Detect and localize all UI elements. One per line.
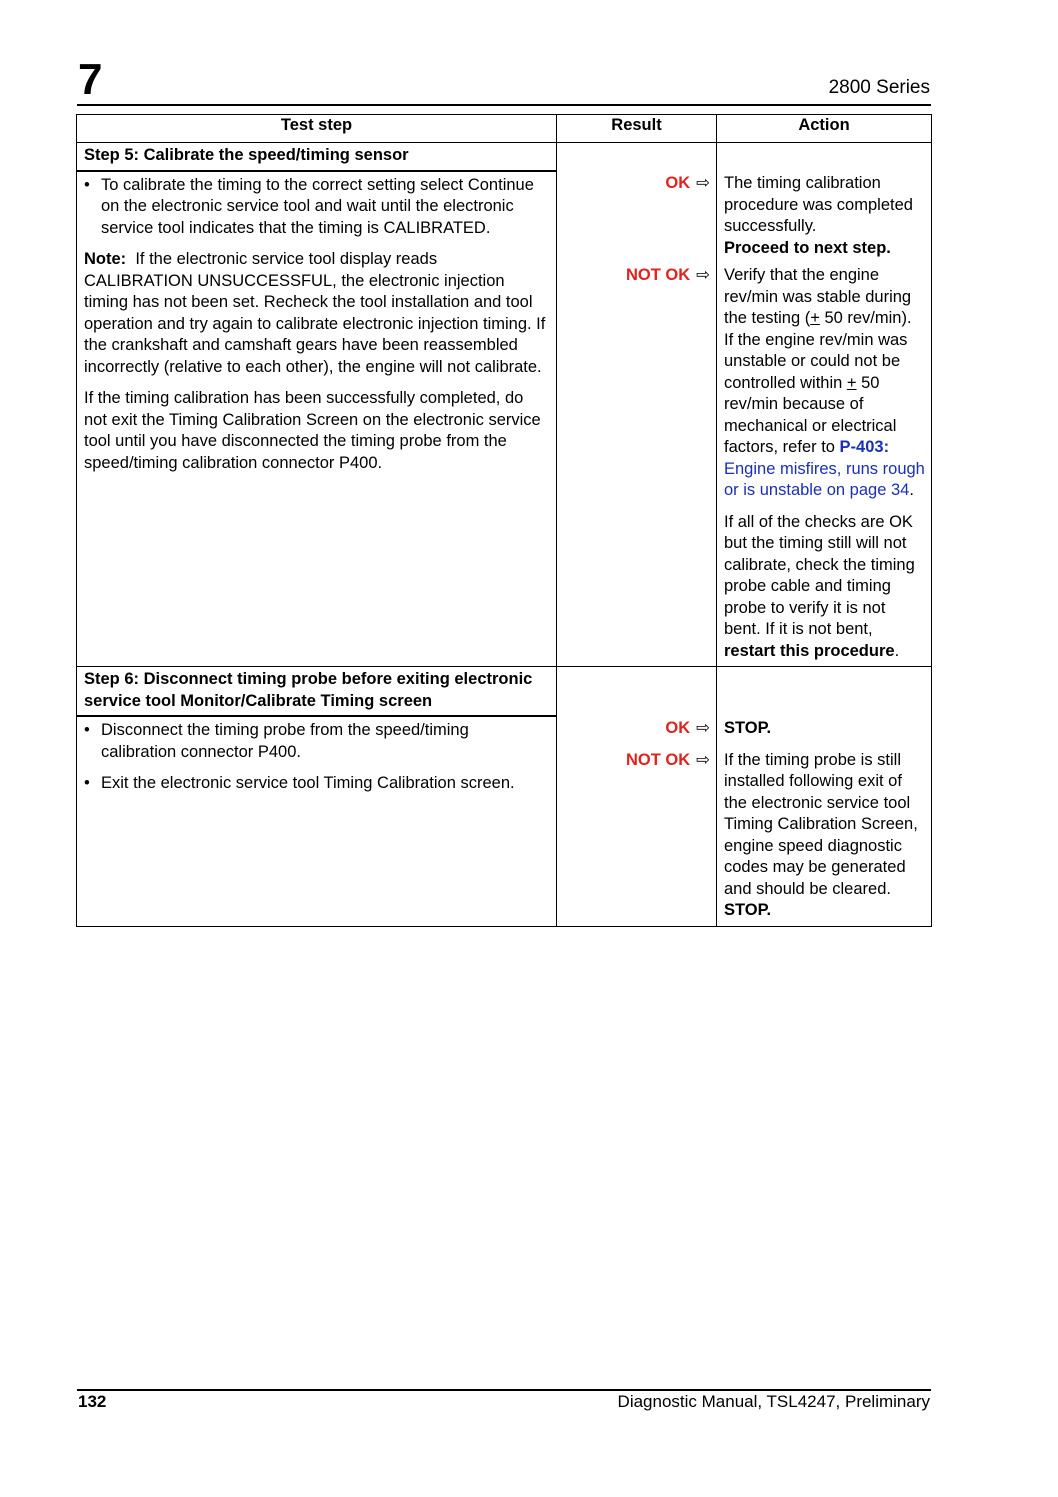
manual-title: Diagnostic Manual, TSL4247, Preliminary <box>617 1392 930 1411</box>
step-6-ok-action: STOP. <box>724 719 772 737</box>
step-6-cell <box>77 667 557 927</box>
table-row-step-5 <box>77 143 932 667</box>
p403-link-text[interactable]: Engine misfires, runs rough or is unstable on page 34 <box>724 459 925 499</box>
step-5-not-ok-action-2 <box>724 512 925 663</box>
not-ok-label: NOT OK <box>626 265 691 284</box>
ok-action-bold: Proceed to next step. <box>724 238 891 257</box>
column-header-action: Action <box>717 115 932 143</box>
step-5-bullet: • To calibrate the timing to the correct setting select Continue on the electronic service tool and wait until the electronic service tool indicates that the timing is CALIBRATED. <box>84 175 547 240</box>
ok-action-text: The timing calibration procedure was completed successfully. <box>724 174 913 235</box>
step-5-not-ok-action <box>724 265 925 502</box>
step-5-result-cell <box>557 143 717 667</box>
nok-text-c: 50 rev/min because of mechanical or electrical factors, refer to <box>724 373 897 456</box>
note-text: If the electronic service tool display reads CALIBRATION UNSUCCESSFUL, the electronic injection timing has not been set. Recheck the tool installation and tool operation and try again to calibrate electronic injection timing. If the crankshaft and camshaft gears have been reassembled incorrectly (relative to each other), the engine will not calibrate. <box>84 250 546 376</box>
p403-link-code[interactable]: P-403: <box>839 438 890 456</box>
ok-label: OK <box>665 719 691 737</box>
step-5-note <box>84 249 547 378</box>
step-5-paragraph: If the timing calibration has been successfully completed, do not exit the Timing Calibration Screen on the electronic service tool until you have disconnected the timing probe from the speed/timing calibration connector P400. <box>84 389 541 472</box>
plus-minus-symbol: + <box>846 373 857 392</box>
nok-text-a: Verify that the engine rev/min was stable during the testing ( <box>724 266 912 327</box>
step-6-body <box>77 717 556 813</box>
step-6-result-cell <box>557 667 717 927</box>
right-arrow-icon: ⇨ <box>696 174 710 192</box>
step-5-cell <box>77 143 557 667</box>
step-6-title: Step 6: Disconnect timing probe before exiting electronic service tool Monitor/Calibrate Timing screen <box>77 667 556 717</box>
step-6-stop-text: STOP. <box>724 901 772 919</box>
step-5-title: Step 5: Calibrate the speed/timing sensor <box>77 143 556 172</box>
right-arrow-icon: ⇨ <box>696 719 710 737</box>
ok-label: OK <box>665 174 691 192</box>
nok-text-2-end: . <box>894 641 900 660</box>
step-6-actions <box>717 667 931 922</box>
not-ok-label: NOT OK <box>626 750 691 769</box>
step-6-ok-result <box>557 718 716 740</box>
step-6-not-ok-result <box>557 750 716 772</box>
step-5-ok-result <box>557 173 716 195</box>
right-arrow-icon: ⇨ <box>696 750 710 769</box>
right-arrow-icon: ⇨ <box>696 265 710 284</box>
column-header-test-step: Test step <box>77 115 557 143</box>
page-number: 132 <box>78 1392 107 1411</box>
test-step-table <box>76 114 932 927</box>
header-rule <box>77 104 931 106</box>
table-header-row <box>77 115 932 143</box>
restart-procedure-text: restart this procedure <box>724 641 895 660</box>
step-5-actions <box>717 143 931 662</box>
step-6-action-cell <box>717 667 932 927</box>
step-5-ok-action <box>724 173 925 259</box>
step-6-bullet-1: • Disconnect the timing probe from the speed/timing calibration connector P400. <box>84 720 547 763</box>
note-label: Note: <box>84 250 127 268</box>
nok-text-d: . <box>909 481 914 499</box>
nok-text-b: 50 rev/min). If the engine rev/min was unstable or could not be controlled within <box>724 309 912 392</box>
table-row-step-6 <box>77 667 932 927</box>
plus-minus-symbol: + <box>810 309 820 327</box>
nok-text-2: If all of the checks are OK but the timing still will not calibrate, check the timing probe cable and timing probe to verify it is not bent. If it is not bent, <box>724 512 915 638</box>
step-6-nok-text: If the timing probe is still installed following exit of the electronic service tool Timing Calibration Screen, engine speed diagnostic codes may be generated and should be cleared. <box>724 750 918 898</box>
step-5-action-cell <box>717 143 932 667</box>
step-5-body <box>77 172 556 493</box>
series-title: 2800 Series <box>828 77 930 98</box>
step-6-not-ok-action <box>724 750 925 922</box>
step-5-not-ok-result <box>557 265 716 287</box>
chapter-number: 7 <box>78 55 103 104</box>
step-6-bullet-2: • Exit the electronic service tool Timing Calibration screen. <box>84 773 547 795</box>
column-header-result: Result <box>557 115 717 143</box>
